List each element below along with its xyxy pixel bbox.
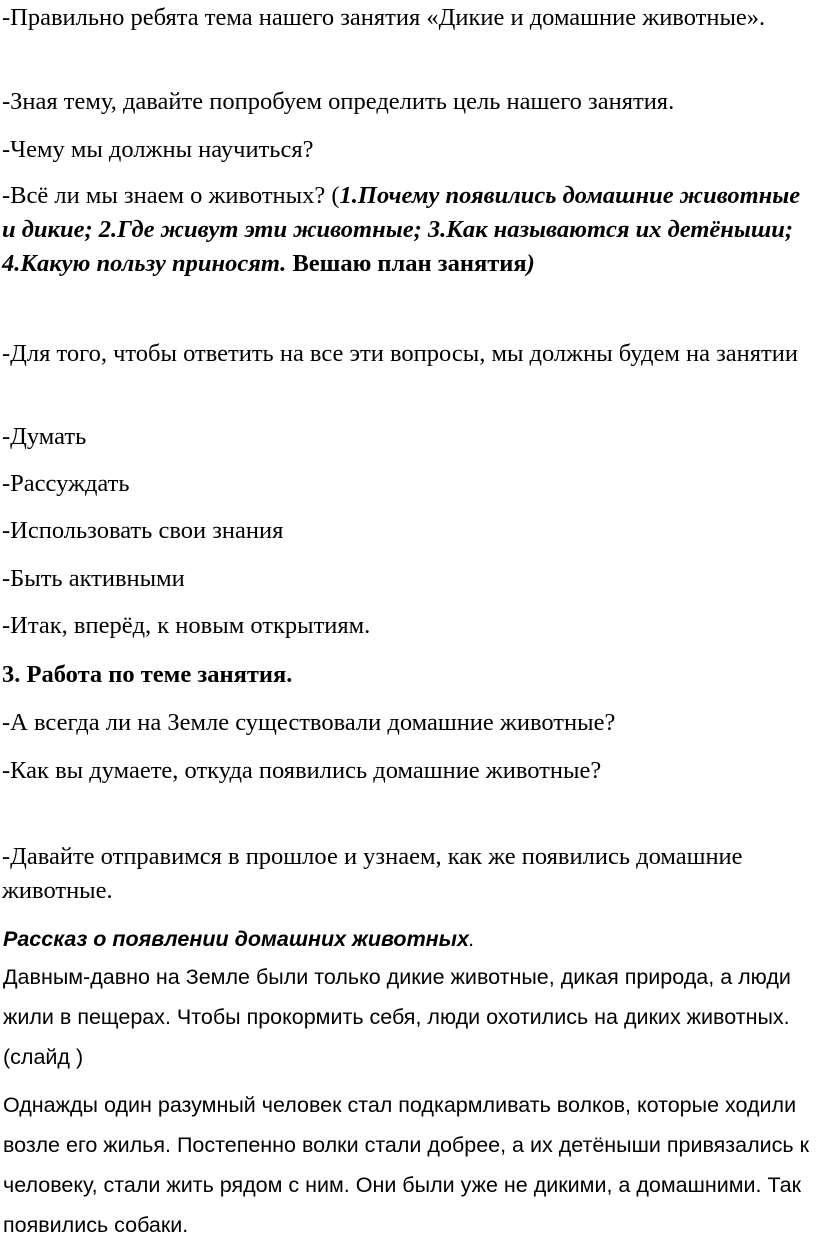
list-item-think: -Думать: [2, 423, 87, 450]
list-item-be-active: -Быть активными: [2, 565, 185, 592]
list-item-use-knowledge: -Использовать свои знания: [2, 517, 284, 544]
paragraph-topic: -Правильно ребята тема нашего занятия «Дикие и домашние животные».: [2, 4, 766, 31]
story-title-text: Рассказ о появлении домашних животных: [3, 927, 469, 951]
plan-hang-note: Вешаю план занятия: [286, 250, 527, 277]
plan-close: ): [526, 250, 535, 277]
paragraph-always-existed: -А всегда ли на Земле существовали домашние животные?: [2, 709, 616, 736]
paragraph-forward: -Итак, вперёд, к новым открытиям.: [2, 612, 371, 639]
paragraph-plan: [0, 179, 814, 281]
list-item-reason: -Рассуждать: [2, 470, 130, 497]
story-paragraph-1: Давным-давно на Земле были только дикие животные, дикая природа, а люди жили в пещерах. Чтобы прокормить себя, люди охотились на диких животных. (слайд ): [3, 965, 791, 1069]
section-heading: 3. Работа по теме занятия.: [2, 661, 293, 688]
paragraph-travel-past: -Давайте отправимся в прошлое и узнаем, как же появились домашние животные.: [2, 843, 743, 904]
story-paragraph-2: Однажды один разумный человек стал подкармливать волков, которые ходили возле его жилья. Постепенно волки стали добрее, а их детёныши привязались к человеку, стали жить рядом с ним. Они были уже не дикими, а домашними. Так появились собаки.: [3, 1093, 809, 1237]
paragraph-goal: -Зная тему, давайте попробуем определить цель нашего занятия.: [2, 88, 675, 115]
plan-lead: -Всё ли мы знаем о животных? (: [2, 182, 340, 209]
story-title: [0, 919, 815, 959]
paragraph-to-answer: -Для того, чтобы ответить на все эти вопросы, мы должны будем на занятии: [2, 340, 798, 367]
plan-questions: 1.Почему появились домашние животные и дикие; 2.Где живут эти животные; 3.Как называются их детёныши; 4.Какую пользу приносят.: [2, 182, 801, 277]
paragraph-where-from: -Как вы думаете, откуда появились домашние животные?: [2, 757, 602, 784]
paragraph-learn-question: -Чему мы должны научиться?: [2, 136, 314, 163]
story-title-dot: .: [469, 927, 475, 951]
